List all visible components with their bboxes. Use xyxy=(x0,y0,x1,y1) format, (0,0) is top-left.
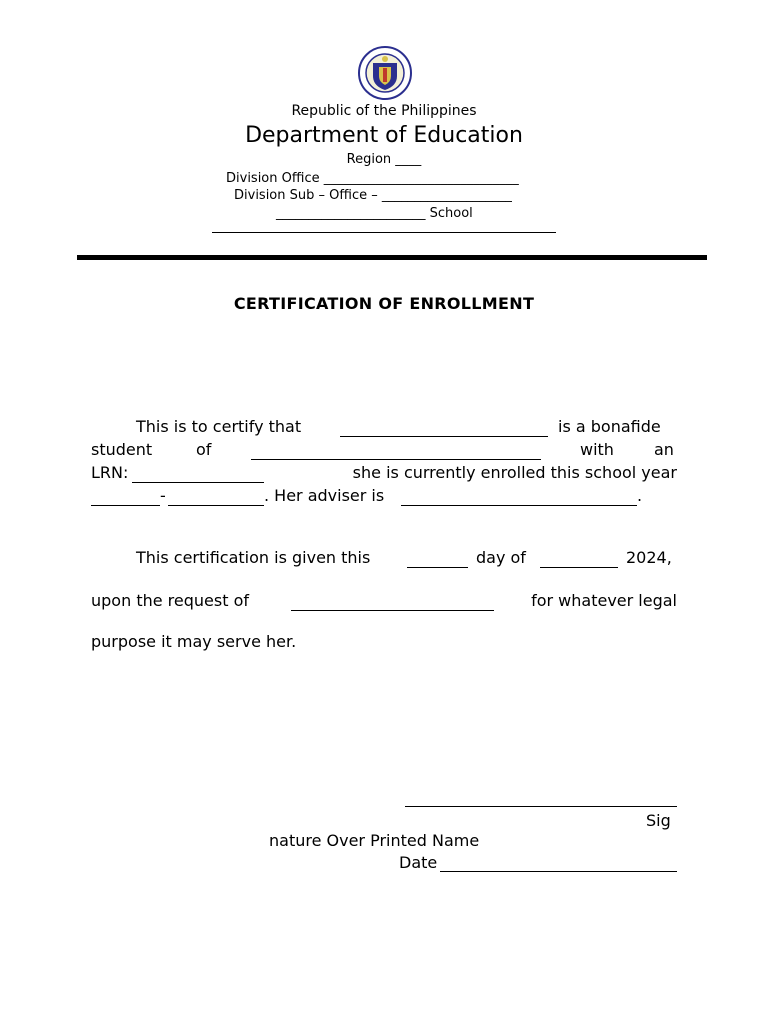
para2-text-2: day of xyxy=(476,548,526,567)
signature-line[interactable] xyxy=(405,806,677,807)
division-office-line: Division Office ______________________________ xyxy=(226,171,519,186)
header-divider xyxy=(77,255,707,260)
para1-text-1: This is to certify that xyxy=(136,417,302,436)
para2-text-1: This certification is given this xyxy=(136,548,371,567)
para1-text-11: . xyxy=(637,486,643,505)
department-heading: Department of Education xyxy=(245,123,523,148)
para1-text-4: of xyxy=(196,440,212,459)
signature-label-part1: Sig xyxy=(646,811,671,830)
region-line: Region ____ xyxy=(346,152,422,167)
para1-text-8: she is currently enrolled this school year xyxy=(352,463,677,482)
republic-heading: Republic of the Philippines xyxy=(291,103,477,119)
para1-text-2: is a bonafide xyxy=(558,417,661,436)
date-blank[interactable] xyxy=(440,871,677,872)
grade-section-blank[interactable] xyxy=(251,459,541,460)
school-underline xyxy=(212,232,556,233)
para2-text-3: 2024, xyxy=(626,548,672,567)
school-year-start-blank[interactable] xyxy=(91,505,160,506)
day-blank[interactable] xyxy=(407,567,468,568)
signature-label-part2: nature Over Printed Name xyxy=(269,831,480,850)
certificate-title: CERTIFICATION OF ENROLLMENT xyxy=(233,294,535,313)
para2-text-4: upon the request of xyxy=(91,591,249,610)
month-blank[interactable] xyxy=(540,567,618,568)
para2-text-5: for whatever legal xyxy=(531,591,677,610)
para2-text-6: purpose it may serve her. xyxy=(91,632,297,651)
para1-text-3: student xyxy=(91,440,153,459)
adviser-blank[interactable] xyxy=(401,505,637,506)
requester-blank[interactable] xyxy=(291,610,494,611)
lrn-blank[interactable] xyxy=(132,482,264,483)
school-year-end-blank[interactable] xyxy=(168,505,264,506)
para1-text-9: - xyxy=(160,486,166,505)
division-sub-office-line: Division Sub – Office – ____________________ xyxy=(234,188,512,203)
school-line: _______________________ School xyxy=(276,206,473,221)
para1-text-5: with xyxy=(580,440,614,459)
date-label: Date xyxy=(399,853,438,872)
student-name-blank[interactable] xyxy=(340,436,548,437)
deped-seal-icon xyxy=(358,46,412,100)
para1-text-6: an xyxy=(654,440,674,459)
para1-text-10: . Her adviser is xyxy=(264,486,385,505)
para1-text-7: LRN: xyxy=(91,463,129,482)
